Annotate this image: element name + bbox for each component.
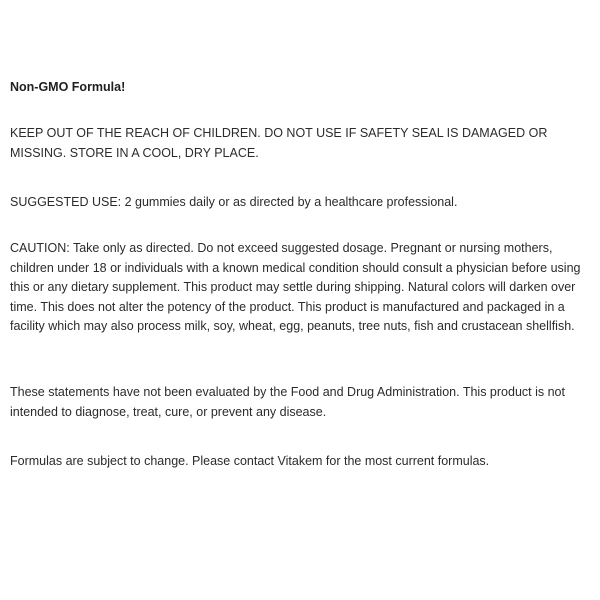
safety-warning-text: KEEP OUT OF THE REACH OF CHILDREN. DO NOT USE IF SAFETY SEAL IS DAMAGED OR MISSING. STORE IN A COOL, DRY PLACE. (10, 126, 548, 160)
caution-text: CAUTION: Take only as directed. Do not exceed suggested dosage. Pregnant or nursing mothers, children under 18 or individuals with a known medical condition should consult a physician before using this or any dietary supplement. This product may settle during shipping. Natural colors will darken over time. This does not alter the potency of the product. This product is manufactured and packaged in a facility which may also process milk, soy, wheat, egg, peanuts, tree nuts, fish and crustacean shellfish. (10, 241, 581, 333)
formula-change-note: Formulas are subject to change. Please contact Vitakem for the most current formulas. (10, 454, 490, 468)
suggested-use-text: SUGGESTED USE: 2 gummies daily or as directed by a healthcare professional. (10, 195, 458, 209)
non-gmo-heading: Non-GMO Formula! (10, 80, 126, 94)
fda-disclaimer-text: These statements have not been evaluated by the Food and Drug Administration. This product is not intended to diagnose, treat, cure, or prevent any disease. (10, 385, 565, 419)
